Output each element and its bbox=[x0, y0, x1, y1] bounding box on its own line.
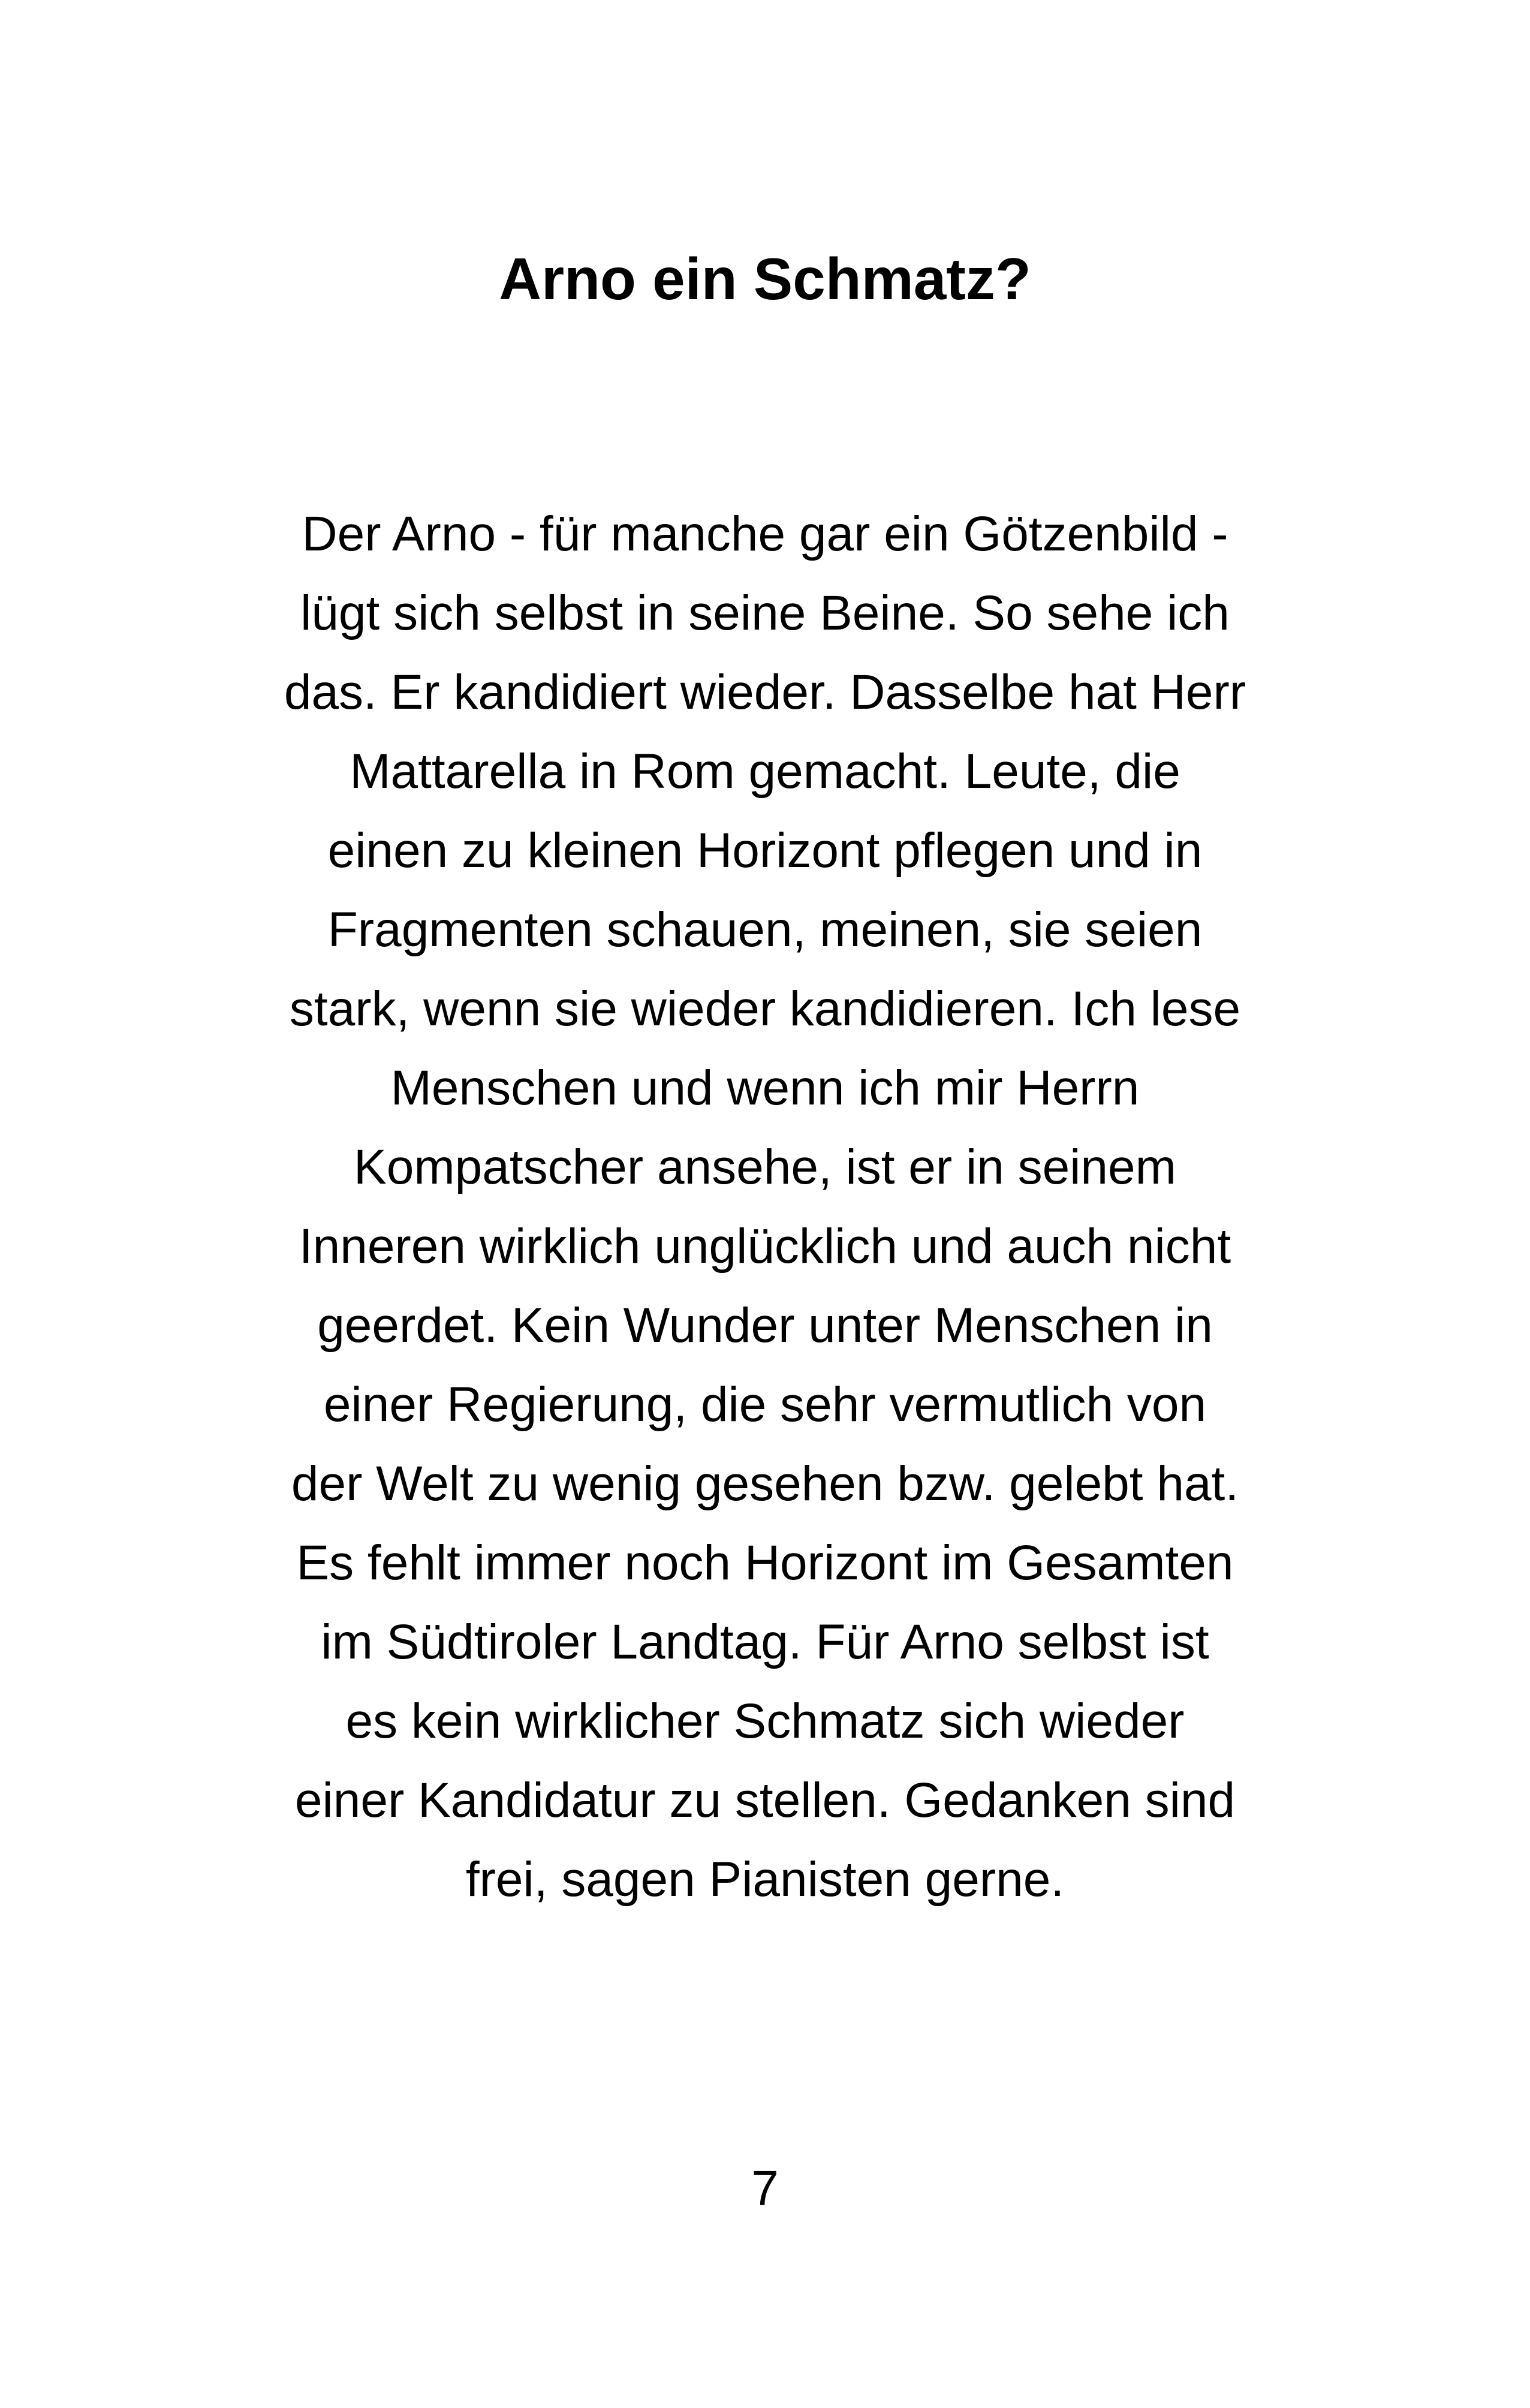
body-line: einer Kandidatur zu stellen. Gedanken sind bbox=[294, 1773, 1236, 1828]
body-text bbox=[0, 495, 1530, 1919]
body-line: stark, wenn sie wieder kandidieren. Ich lese bbox=[289, 982, 1241, 1036]
body-line: Es fehlt immer noch Horizont im Gesamten bbox=[296, 1536, 1234, 1590]
body-line: Kompatscher ansehe, ist er in seinem bbox=[354, 1140, 1176, 1194]
body-line: einen zu kleinen Horizont pflegen und in bbox=[327, 823, 1203, 878]
body-line: im Südtiroler Landtag. Für Arno selbst ist bbox=[321, 1615, 1209, 1669]
body-line: Menschen und wenn ich mir Herrn bbox=[390, 1061, 1140, 1115]
body-line: Fragmenten schauen, meinen, sie seien bbox=[327, 902, 1203, 957]
body-line: Inneren wirklich unglücklich und auch nicht bbox=[299, 1219, 1231, 1274]
body-line: geerdet. Kein Wunder unter Menschen in bbox=[317, 1298, 1213, 1353]
body-line: Mattarella in Rom gemacht. Leute, die bbox=[350, 744, 1180, 799]
body-line: es kein wirklicher Schmatz sich wieder bbox=[345, 1694, 1185, 1748]
body-line: einer Regierung, die sehr vermutlich von bbox=[323, 1377, 1207, 1432]
body-line: Der Arno - für manche gar ein Götzenbild - bbox=[302, 507, 1228, 561]
body-line: der Welt zu wenig gesehen bzw. gelebt hat. bbox=[291, 1456, 1239, 1511]
page-title: Arno ein Schmatz? bbox=[499, 246, 1031, 312]
body-line: das. Er kandidiert wieder. Dasselbe hat Herr bbox=[284, 665, 1246, 720]
body-line: frei, sagen Pianisten gerne. bbox=[465, 1852, 1065, 1907]
body-line: lügt sich selbst in seine Beine. So sehe ich bbox=[300, 586, 1230, 640]
page-number: 7 bbox=[751, 2161, 779, 2216]
